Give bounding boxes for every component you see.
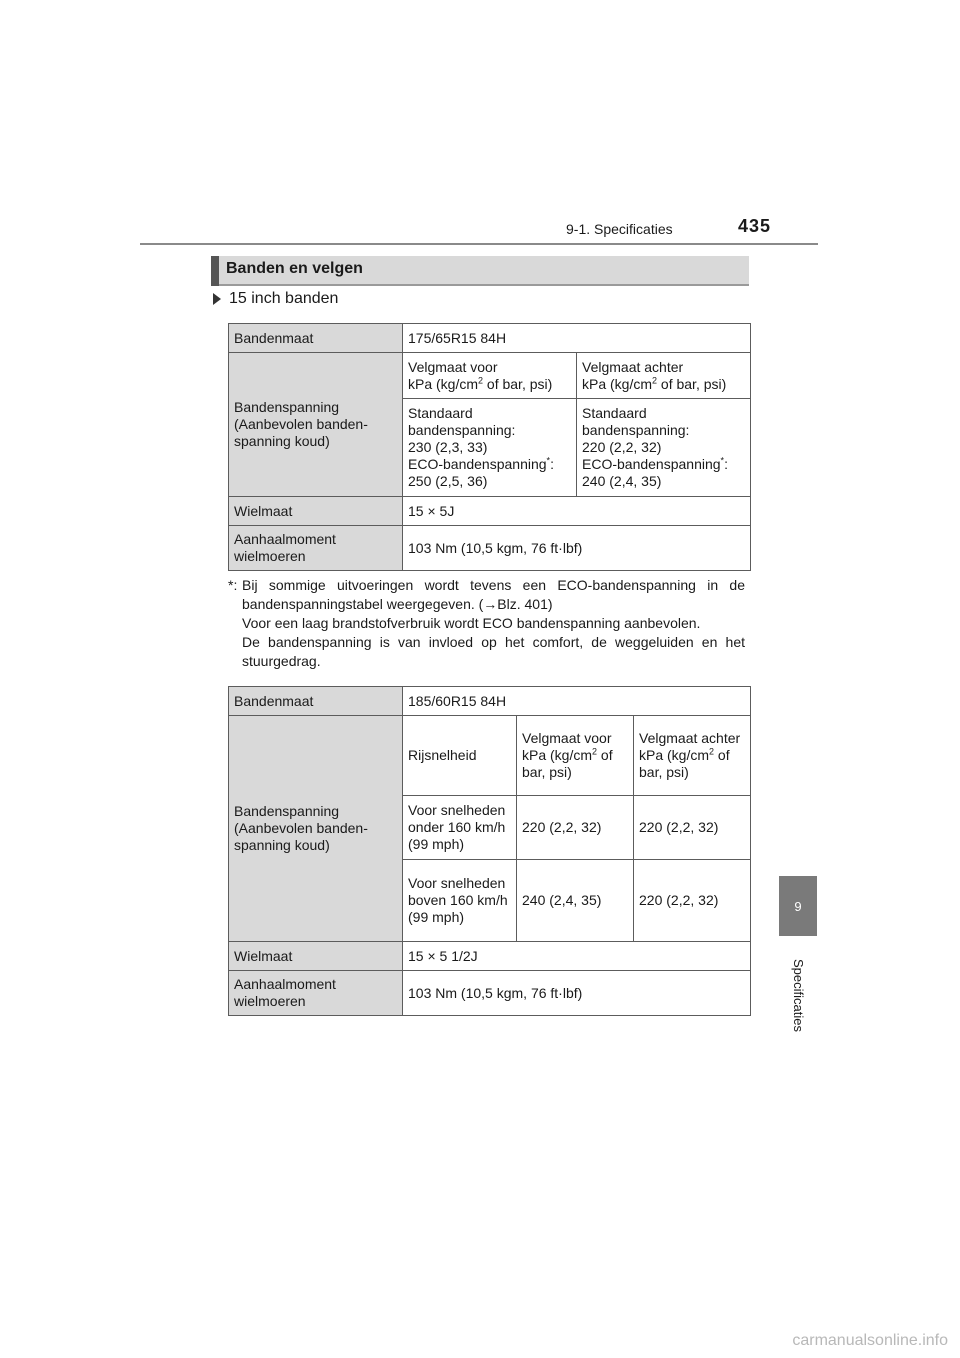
section-heading: Banden en velgen (226, 260, 363, 277)
header-divider (140, 243, 818, 245)
speed-cell: Voor snelheden onder 160 km/h (99 mph) (403, 796, 517, 860)
wheel-size-value: 15 × 5 1/2J (403, 942, 751, 971)
watermark: carmanualsonline.info (792, 1332, 948, 1349)
front-rim-title: Velgmaat voor (408, 358, 498, 375)
table-row (229, 971, 751, 1016)
front-pressure-cell: 220 (2,2, 32) (517, 796, 634, 860)
footnote-mark: *: (228, 577, 238, 593)
front-rim-header (403, 353, 577, 399)
footnote-line-2: Voor een laag brandstofverbruik wordt ECO bandenspanning aanbevolen. (242, 615, 701, 631)
front-rim-header: Velgmaat voor kPa ($kg/cm^2$ of bar, psi) (517, 716, 634, 796)
front-rim-unit: kPa ($kg/cm^2$ of bar, psi) (408, 374, 553, 392)
chapter-label-text: Specificaties (790, 958, 806, 1032)
rear-rim-unit: kPa ($kg/cm^2$ of bar, psi) (582, 374, 727, 392)
tire-spec-table-175 (228, 323, 751, 571)
rear-rim-header: Velgmaat achter kPa ($kg/cm^2$ of bar, psi) (634, 716, 751, 796)
torque-value: 103 Nm (10,5 kgm, 76 ft·lbf) (403, 971, 751, 1016)
rear-pressure-cell: 220 (2,2, 32) (634, 796, 751, 860)
rear-pressure-cell: 220 (2,2, 32) (634, 860, 751, 942)
footnote (228, 576, 745, 671)
triangle-bullet-icon (213, 293, 221, 305)
pressure-label: Bandenspanning (Aanbevolen banden-spanning koud) (229, 353, 403, 497)
tire-size-label: Bandenmaat (229, 687, 403, 716)
wheel-size-label: Wielmaat (229, 497, 403, 526)
footnote-line-1: Bij sommige uitvoeringen wordt tevens een ECO-bandenspanning in de bandenspanningstabel weergegeven. (→Blz. 401) (242, 577, 745, 612)
section-heading-bar (211, 256, 749, 286)
torque-label: Aanhaalmoment wielmoeren (229, 971, 403, 1016)
table-row (229, 526, 751, 571)
rear-pressure-cell: Standaard bandenspanning: 220 (2,2, 32) ECO-bandenspanning*: 240 (2,4, 35) (577, 399, 751, 497)
tire-size-value: 185/60R15 84H (403, 687, 751, 716)
heading-accent (211, 256, 219, 286)
section-title: 9-1. Specificaties (566, 221, 673, 237)
table-row (229, 353, 751, 399)
table-row (229, 497, 751, 526)
rear-rim-header (577, 353, 751, 399)
pressure-label: Bandenspanning (Aanbevolen banden-spanning koud) (229, 716, 403, 942)
speed-cell: Voor snelheden boven 160 km/h (99 mph) (403, 860, 517, 942)
table-row (229, 324, 751, 353)
torque-label: Aanhaalmoment wielmoeren (229, 526, 403, 571)
tire-size-value: 175/65R15 84H (403, 324, 751, 353)
rear-rim-title: Velgmaat achter (582, 358, 684, 375)
tire-size-label: Bandenmaat (229, 324, 403, 353)
table-row (229, 942, 751, 971)
chapter-tab: 9 (779, 876, 817, 936)
tire-spec-table-185 (228, 686, 751, 1016)
torque-value: 103 Nm (10,5 kgm, 76 ft·lbf) (403, 526, 751, 571)
chapter-label (779, 940, 817, 1050)
footnote-line-3: De bandenspanning is van invloed op het comfort, de weggeluiden en het stuurgedrag. (242, 634, 745, 669)
speed-header: Rijsnelheid (403, 716, 517, 796)
subheading-text: 15 inch banden (229, 290, 339, 307)
page-number: 435 (738, 216, 772, 236)
wheel-size-value: 15 × 5J (403, 497, 751, 526)
table-row (229, 687, 751, 716)
table-row (229, 716, 751, 796)
front-pressure-cell: Standaard bandenspanning: 230 (2,3, 33) ECO-bandenspanning*: 250 (2,5, 36) (403, 399, 577, 497)
subheading (213, 290, 338, 308)
front-pressure-cell: 240 (2,4, 35) (517, 860, 634, 942)
wheel-size-label: Wielmaat (229, 942, 403, 971)
